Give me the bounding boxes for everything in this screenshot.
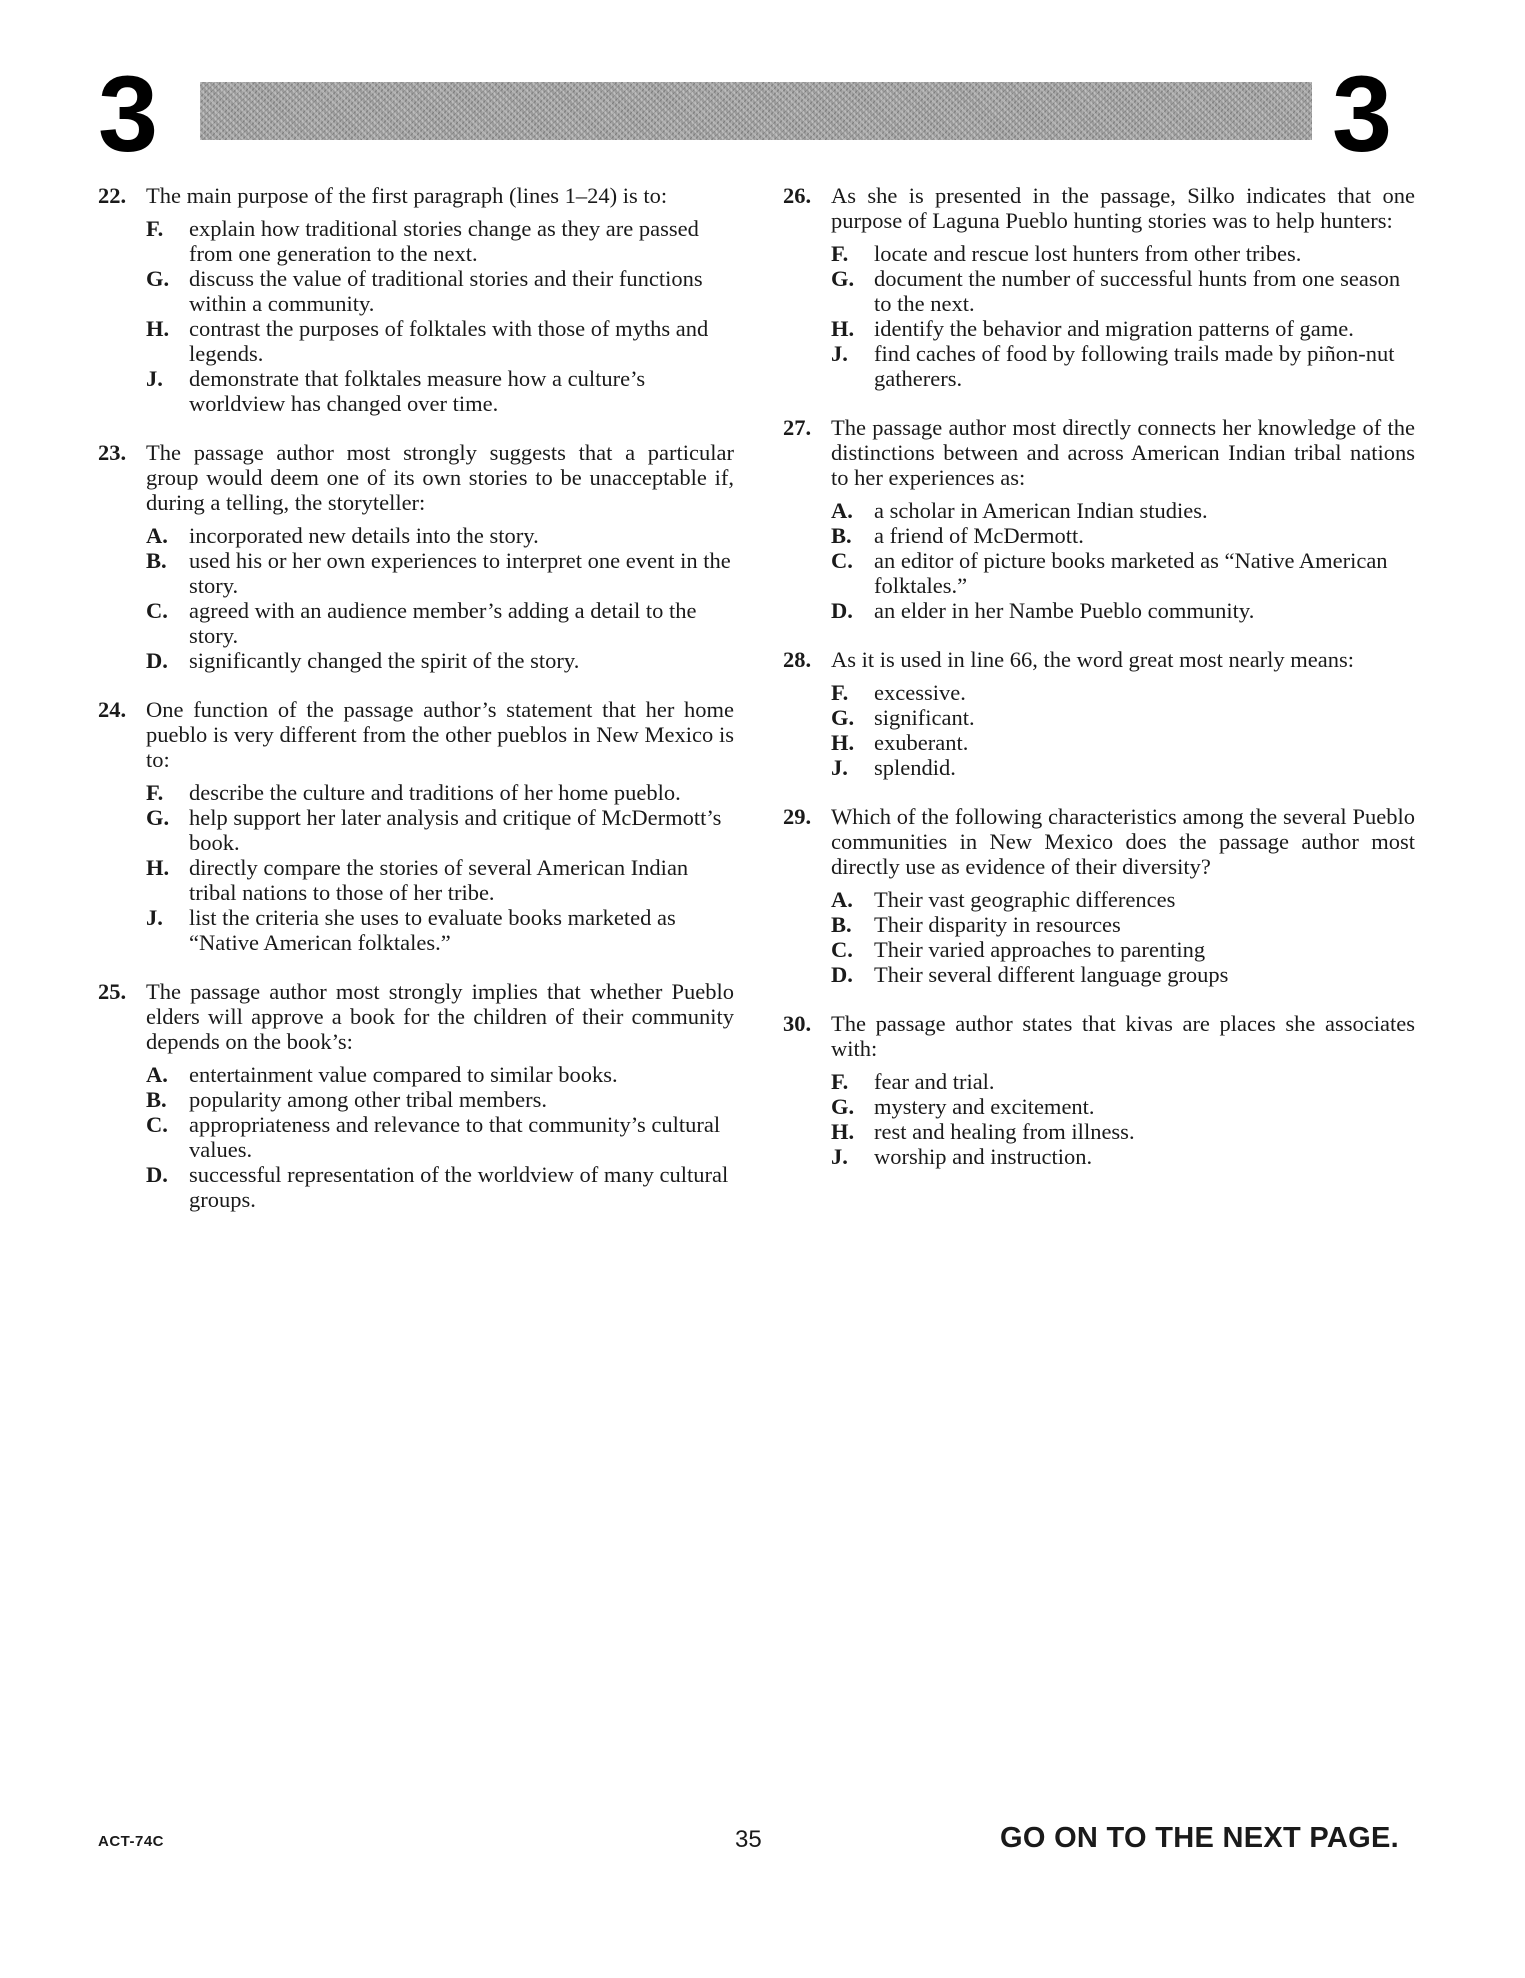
answer-option[interactable] [146,316,734,366]
question-item [783,415,1415,623]
option-letter: J. [146,366,163,391]
option-letter: A. [146,1062,168,1087]
option-text: Their disparity in resources [874,912,1121,937]
answer-option[interactable] [831,498,1415,523]
option-letter: G. [831,705,855,730]
question-head [783,415,1415,490]
option-text: directly compare the stories of several American Indian tribal nations to those of her tribe. [189,855,689,905]
question-item [98,440,734,673]
option-text: mystery and excitement. [874,1094,1095,1119]
question-head [783,804,1415,879]
option-text: popularity among other tribal members. [189,1087,548,1112]
option-letter: B. [146,1087,167,1112]
option-letter: H. [831,316,855,341]
answer-option[interactable] [831,548,1415,598]
answer-option[interactable] [831,1144,1415,1169]
option-letter: J. [831,341,848,366]
answer-option[interactable] [146,366,734,416]
answer-option[interactable] [831,937,1415,962]
question-stem: The passage author most strongly implies that whether Pueblo elders will approve a book for the children of their community depends on the book’s: [146,979,734,1054]
question-head [98,697,734,772]
option-letter: A. [146,523,168,548]
question-number: 28. [783,647,812,672]
answer-option[interactable] [831,523,1415,548]
question-item [98,183,734,416]
option-text: agreed with an audience member’s adding a detail to the story. [189,598,697,648]
question-head [98,979,734,1054]
answer-option[interactable] [831,705,1415,730]
option-letter: B. [831,523,852,548]
question-head [783,1011,1415,1061]
question-number: 22. [98,183,127,208]
answer-option[interactable] [146,523,734,548]
answer-option[interactable] [831,1119,1415,1144]
option-text: find caches of food by following trails made by piñon-nut gatherers. [874,341,1395,391]
option-text: entertainment value compared to similar books. [189,1062,618,1087]
option-letter: F. [146,780,164,805]
option-text: a scholar in American Indian studies. [874,498,1208,523]
answer-option[interactable] [831,730,1415,755]
option-letter: A. [831,887,853,912]
answer-option[interactable] [831,598,1415,623]
question-number: 23. [98,440,127,465]
option-text: significantly changed the spirit of the story. [189,648,580,673]
form-code: ACT-74C [98,1833,165,1850]
option-text: list the criteria she uses to evaluate books marketed as “Native American folktales.” [189,905,676,955]
option-text: document the number of successful hunts from one season to the next. [874,266,1401,316]
option-text: splendid. [874,755,956,780]
option-text: help support her later analysis and critique of McDermott’s book. [189,805,722,855]
option-text: significant. [874,705,975,730]
answer-option[interactable] [146,1087,734,1112]
answer-options [783,680,1415,780]
answer-option[interactable] [146,780,734,805]
answer-option[interactable] [146,855,734,905]
option-letter: F. [831,241,849,266]
answer-option[interactable] [146,805,734,855]
answer-options [783,887,1415,987]
question-stem: The passage author most directly connects her knowledge of the distinctions between and across American Indian tribal nations to her experiences as: [831,415,1415,490]
question-head [783,647,1415,672]
question-item [98,697,734,955]
answer-options [98,1062,734,1212]
option-text: demonstrate that folktales measure how a culture’s worldview has changed over time. [189,366,646,416]
question-stem: Which of the following characteristics among the several Pueblo communities in New Mexico does the passage author most directly use as evidence of their diversity? [831,804,1415,879]
option-letter: G. [146,266,170,291]
question-item [783,804,1415,987]
option-letter: F. [831,1069,849,1094]
answer-option[interactable] [831,341,1415,391]
section-banner [200,82,1312,140]
answer-option[interactable] [146,548,734,598]
option-text: excessive. [874,680,966,705]
question-item [98,979,734,1212]
option-text: describe the culture and traditions of her home pueblo. [189,780,681,805]
question-stem: The passage author most strongly suggests that a particular group would deem one of its own stories to be unacceptable if, during a telling, the storyteller: [146,440,734,515]
answer-options [98,216,734,416]
option-text: exuberant. [874,730,969,755]
question-number: 29. [783,804,812,829]
question-number: 27. [783,415,812,440]
answer-option[interactable] [146,1062,734,1087]
option-text: discuss the value of traditional stories and their functions within a community. [189,266,703,316]
question-stem: The main purpose of the first paragraph (lines 1–24) is to: [146,183,668,208]
option-text: rest and healing from illness. [874,1119,1135,1144]
question-head [98,183,734,208]
option-letter: A. [831,498,853,523]
question-item [783,1011,1415,1169]
option-text: explain how traditional stories change as they are passed from one generation to the next. [189,216,699,266]
answer-option[interactable] [831,962,1415,987]
option-letter: B. [831,912,852,937]
answer-option[interactable] [146,905,734,955]
question-number: 26. [783,183,812,208]
option-letter: G. [831,1094,855,1119]
option-text: a friend of McDermott. [874,523,1084,548]
answer-option[interactable] [831,241,1415,266]
answer-options [783,1069,1415,1169]
question-item [783,183,1415,391]
answer-option[interactable] [831,755,1415,780]
question-stem: As it is used in line 66, the word great most nearly means: [831,647,1355,672]
option-text: an elder in her Nambe Pueblo community. [874,598,1255,623]
question-number: 30. [783,1011,812,1036]
question-stem: One function of the passage author’s statement that her home pueblo is very different from the other pueblos in New Mexico is to: [146,697,734,772]
question-number: 24. [98,697,127,722]
option-letter: G. [831,266,855,291]
option-text: Their several different language groups [874,962,1229,987]
left-question-column [98,183,734,1236]
option-text: fear and trial. [874,1069,995,1094]
question-stem: The passage author states that kivas are places she associates with: [831,1011,1415,1061]
answer-option[interactable] [146,1112,734,1162]
option-letter: J. [831,755,848,780]
answer-option[interactable] [831,887,1415,912]
question-head [98,440,734,515]
answer-option[interactable] [831,912,1415,937]
option-text: used his or her own experiences to interpret one event in the story. [189,548,731,598]
answer-option[interactable] [146,1162,734,1212]
right-question-column [783,183,1415,1193]
option-letter: C. [831,548,853,573]
page-number: 35 [735,1826,762,1853]
option-text: Their varied approaches to parenting [874,937,1206,962]
option-letter: D. [146,1162,168,1187]
answer-option[interactable] [146,216,734,266]
question-item [783,647,1415,780]
answer-options [98,780,734,955]
option-letter: D. [146,648,168,673]
option-letter: H. [831,730,855,755]
option-letter: G. [146,805,170,830]
option-letter: F. [146,216,164,241]
answer-option[interactable] [831,266,1415,316]
question-number: 25. [98,979,127,1004]
answer-option[interactable] [146,648,734,673]
option-letter: C. [146,598,168,623]
option-letter: H. [146,316,170,341]
answer-options [98,523,734,673]
question-stem: As she is presented in the passage, Silko indicates that one purpose of Laguna Pueblo hunting stories was to help hunters: [831,183,1415,233]
go-on-next-page: GO ON TO THE NEXT PAGE. [1000,1822,1399,1854]
option-text: Their vast geographic differences [874,887,1176,912]
option-letter: D. [831,598,853,623]
answer-option[interactable] [831,316,1415,341]
option-text: an editor of picture books marketed as “Native American folktales.” [874,548,1388,598]
section-number-right: 3 [1332,53,1393,174]
option-text: identify the behavior and migration patterns of game. [874,316,1354,341]
option-text: incorporated new details into the story. [189,523,539,548]
answer-option[interactable] [146,266,734,316]
option-letter: J. [146,905,163,930]
answer-option[interactable] [831,680,1415,705]
option-letter: J. [831,1144,848,1169]
option-letter: H. [831,1119,855,1144]
answer-options [783,498,1415,623]
answer-options [783,241,1415,391]
section-number-left: 3 [98,53,159,174]
option-text: contrast the purposes of folktales with those of myths and legends. [189,316,709,366]
answer-option[interactable] [831,1069,1415,1094]
option-letter: C. [146,1112,168,1137]
option-text: successful representation of the worldview of many cultural groups. [189,1162,729,1212]
option-text: locate and rescue lost hunters from other tribes. [874,241,1302,266]
option-letter: F. [831,680,849,705]
option-letter: H. [146,855,170,880]
answer-option[interactable] [831,1094,1415,1119]
question-head [783,183,1415,233]
option-letter: C. [831,937,853,962]
option-text: appropriateness and relevance to that community’s cultural values. [189,1112,721,1162]
option-letter: D. [831,962,853,987]
answer-option[interactable] [146,598,734,648]
option-text: worship and instruction. [874,1144,1093,1169]
option-letter: B. [146,548,167,573]
